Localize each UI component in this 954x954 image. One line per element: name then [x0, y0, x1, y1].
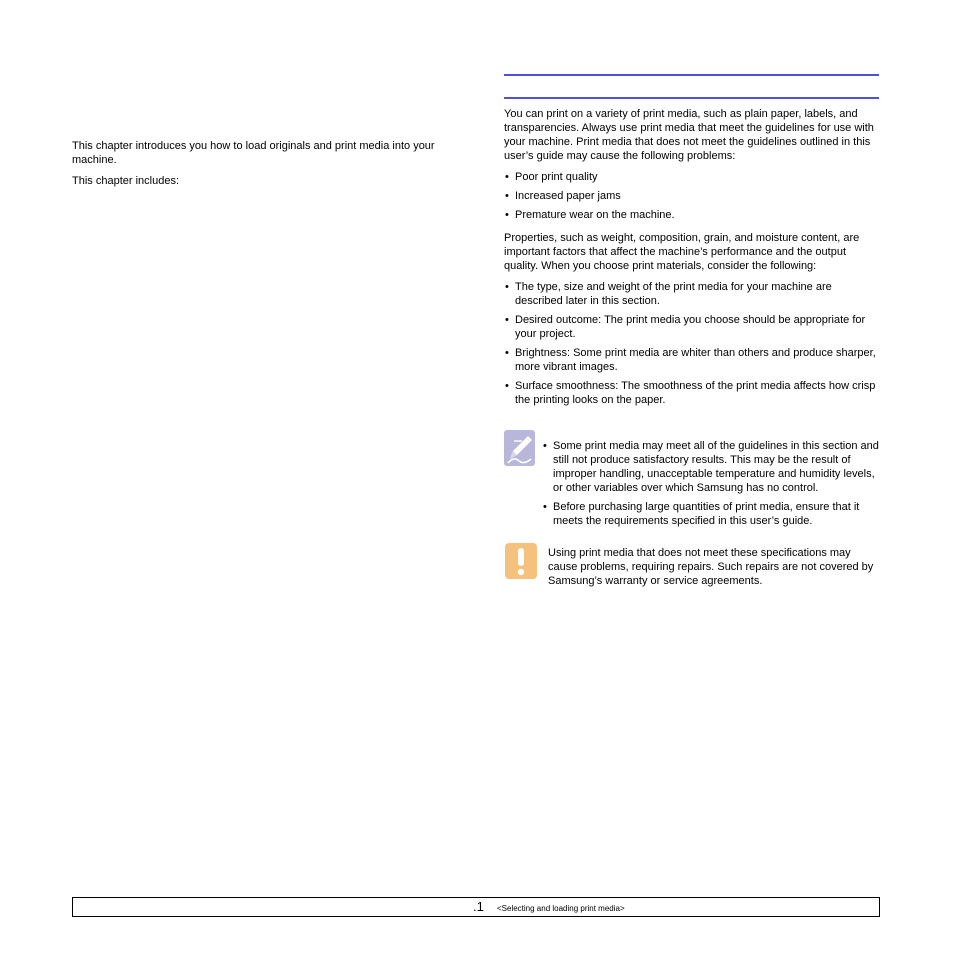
list-item: • Desired outcome: The print media you choose should be appropriate for your project.	[504, 313, 880, 341]
footer-chapter-title: <Selecting and loading print media>	[497, 904, 625, 913]
list-item: • Brightness: Some print media are whiter than others and produce sharper, more vibrant images.	[504, 346, 880, 374]
list-item: • Increased paper jams	[504, 189, 880, 203]
problem-list	[504, 170, 880, 222]
note-list	[542, 439, 880, 533]
section-content	[504, 107, 880, 412]
caution-text: Using print media that does not meet these specifications may cause problems, requiring repairs. Such repairs are not covered by Samsung’s warranty or service agreements.	[548, 547, 874, 587]
exclamation-icon	[505, 543, 537, 579]
chapter-intro	[72, 139, 444, 195]
list-item: • Some print media may meet all of the guidelines in this section and still not produce satisfactory results. This may be the result of improper handling, unacceptable temperature and humidity levels, or other variables over which Samsung has no control.	[542, 439, 880, 495]
page-footer	[72, 897, 880, 917]
properties-paragraph: Properties, such as weight, composition, grain, and moisture content, are important factors that affect the machine’s performance and the output quality. When you choose print materials, consider the following:	[504, 232, 860, 272]
note-pencil-icon	[504, 428, 538, 468]
list-item: • Before purchasing large quantities of print media, ensure that it meets the requirements specified in this user’s guide.	[542, 500, 880, 528]
section-intro: You can print on a variety of print media, such as plain paper, labels, and transparencies. Always use print media that meet the guidelines for use with your machine. Print media that does not meet the guidelines outlined in this user’s guide may cause the following problems:	[504, 108, 874, 162]
consideration-list	[504, 280, 880, 407]
list-item: • The type, size and weight of the print media for your machine are described later in this section.	[504, 280, 880, 308]
section-rule-bottom	[504, 97, 879, 99]
intro-includes: This chapter includes:	[72, 175, 179, 187]
intro-paragraph: This chapter introduces you how to load originals and print media into your machine.	[72, 140, 435, 166]
list-item: • Premature wear on the machine.	[504, 208, 880, 222]
section-rule-top	[504, 74, 879, 76]
list-item: • Poor print quality	[504, 170, 880, 184]
list-item: • Surface smoothness: The smoothness of the print media affects how crisp the printing looks on the paper.	[504, 379, 880, 407]
page-number: .1	[473, 899, 484, 914]
